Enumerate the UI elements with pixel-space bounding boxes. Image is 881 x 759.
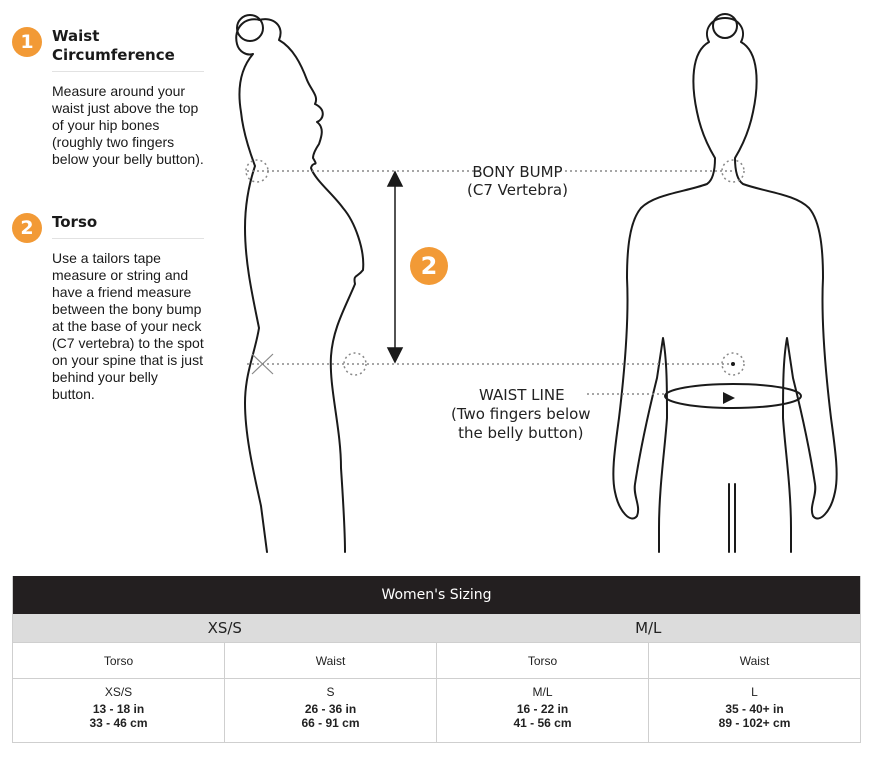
measure-cm: 89 - 102+ cm — [718, 716, 791, 730]
waist-line-ellipse — [665, 384, 801, 408]
torso-marker-badge: 2 — [410, 247, 448, 285]
size-group: M/L — [635, 619, 662, 637]
step-number-badge: 1 — [12, 27, 42, 57]
womens-sizing-table — [12, 576, 861, 743]
body-outline-illustration — [215, 8, 881, 556]
table-cell — [436, 679, 648, 742]
bony-bump-title: BONY BUMP — [472, 163, 563, 181]
table-cell — [224, 679, 436, 742]
measurement-diagram — [215, 8, 881, 556]
measure-cm: 33 - 46 cm — [89, 716, 148, 730]
waist-line-title: WAIST LINE — [479, 386, 565, 404]
size-group-row — [13, 614, 860, 643]
size-label: M/L — [532, 685, 553, 699]
waist-direction-arrow — [723, 392, 735, 404]
step-text: Measure around your waist just above the top of your hip bones (roughly two fingers below your belly button). — [52, 83, 204, 167]
step-waist — [12, 27, 204, 213]
table-cell — [648, 679, 860, 742]
bony-bump-label — [467, 163, 568, 199]
measure-cm: 41 - 56 cm — [513, 716, 572, 730]
column-header: Waist — [224, 643, 436, 678]
column-header: Waist — [648, 643, 860, 678]
size-label: XS/S — [104, 685, 133, 699]
table-cell — [13, 679, 224, 742]
instructions — [12, 27, 204, 403]
side-profile-outline — [236, 19, 363, 552]
front-view-outline — [613, 18, 836, 552]
step-title: Torso — [52, 213, 204, 239]
size-label: L — [751, 685, 758, 699]
step-number-badge: 2 — [12, 213, 42, 243]
measure-in: 35 - 40+ in — [725, 702, 784, 716]
step-title: Waist Circumference — [52, 27, 204, 72]
step-text: Use a tailors tape measure or string and have a friend measure between the bony bump at the base of your neck (C7 vertebra) to the spot on your spine that is just behind your belly button. — [52, 250, 204, 402]
table-row — [13, 679, 860, 742]
size-label: S — [326, 685, 335, 699]
table-title: Women's Sizing — [13, 576, 860, 614]
measure-in: 16 - 22 in — [516, 702, 569, 716]
torso-measure-arrow — [388, 172, 402, 362]
step-torso — [12, 213, 204, 403]
waist-line-subtitle-2: the belly button) — [458, 424, 584, 442]
waist-line-subtitle-1: (Two fingers below — [451, 405, 591, 423]
measure-in: 26 - 36 in — [304, 702, 357, 716]
column-header: Torso — [436, 643, 648, 678]
bony-bump-subtitle: (C7 Vertebra) — [467, 181, 568, 199]
measure-in: 13 - 18 in — [92, 702, 145, 716]
column-header: Torso — [103, 653, 134, 668]
measure-cm: 66 - 91 cm — [301, 716, 360, 730]
size-group: XS/S — [207, 619, 242, 637]
waist-line-label — [451, 386, 591, 443]
column-header-row — [13, 643, 860, 679]
